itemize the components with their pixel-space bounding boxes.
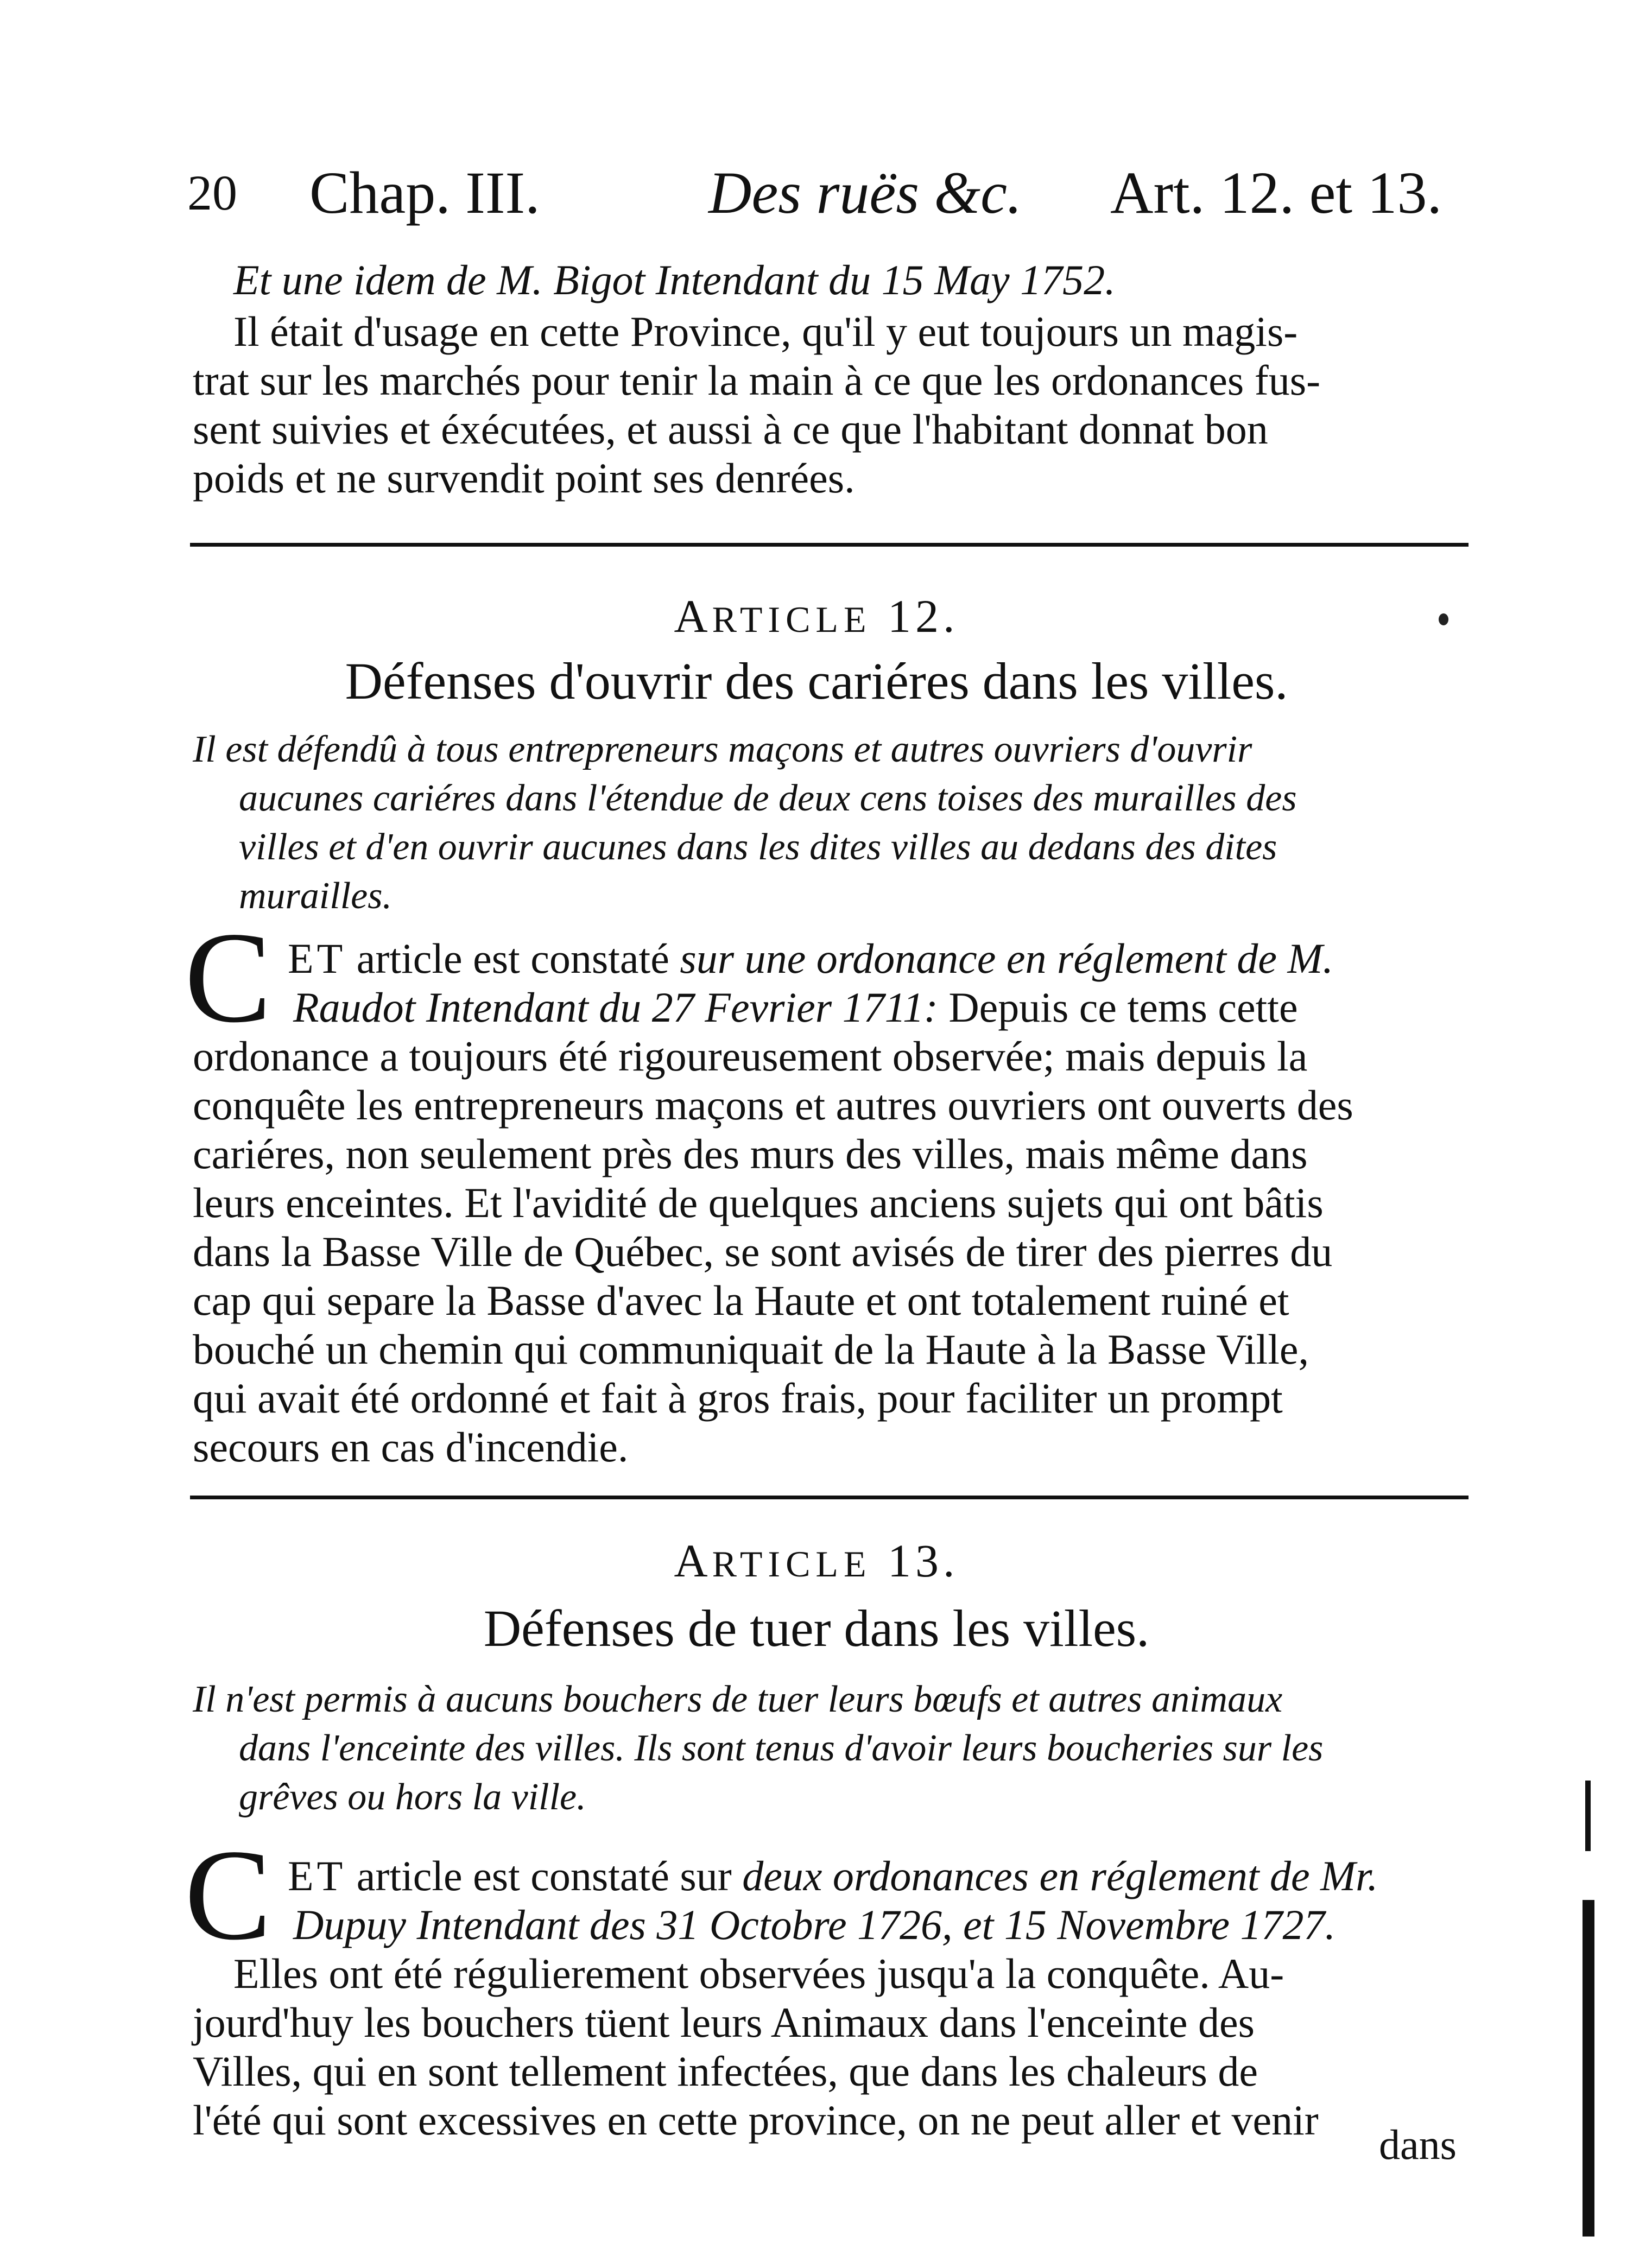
article-13-number: 13.	[888, 1535, 959, 1587]
article-13-summary-line-1: Il n'est permis à aucuns bouchers de tuer leurs bœufs et autres animaux	[193, 1678, 1283, 1720]
article-13-body-line-4: jourd'huy les bouchers tüent leurs Animaux dans l'enceinte des	[193, 1999, 1255, 2046]
article-12-summary-line-2: aucunes cariéres dans l'étendue de deux cens toises des murailles des	[239, 777, 1297, 819]
article-12-body-line-7: dans la Basse Ville de Québec, se sont avisés de tirer des pierres du	[193, 1228, 1333, 1275]
article-12-summary-line-4: murailles.	[239, 875, 392, 917]
article-12-body-line-1	[288, 934, 1564, 984]
chapter-label: Chap. III.	[309, 160, 540, 226]
article-13-body-line-1-italic: deux ordonances en réglement de Mr.	[742, 1852, 1378, 1899]
ink-speck	[1439, 613, 1448, 625]
article-12-dropcap: C	[185, 905, 272, 1049]
article-12-body-line-6: leurs enceintes. Et l'avidité de quelques anciens sujets qui ont bâtis	[193, 1179, 1324, 1226]
catchword: dans	[1379, 2121, 1457, 2168]
page-number: 20	[187, 165, 237, 220]
article-12-body-line-5: cariéres, non seulement près des murs des villes, mais même dans	[193, 1130, 1308, 1177]
article-13-summary-line-2: dans l'enceinte des villes. Ils sont tenus d'avoir leurs boucheries sur les	[239, 1727, 1324, 1769]
article-12-body-line-8: cap qui separe la Basse d'avec la Haute et ont totalement ruiné et	[193, 1277, 1289, 1324]
article-13-heading-initial: A	[674, 1535, 712, 1587]
margin-mark	[1585, 1781, 1591, 1851]
article-13-heading	[0, 1534, 1633, 1591]
intro-line-1: Et une idem de M. Bigot Intendant du 15 May 1752.	[233, 256, 1116, 303]
article-12-body-line-3: ordonance a toujours été rigoureusement observée; mais depuis la	[193, 1032, 1308, 1080]
article-12-title: Défenses d'ouvrir des cariéres dans les villes.	[345, 652, 1288, 710]
article-12-body-line-2	[293, 983, 1569, 1032]
article-12-summary-line-1: Il est défendû à tous entrepreneurs maçons et autres ouvriers d'ouvrir	[193, 728, 1252, 770]
article-12-body-line-2-text: Depuis ce tems cette	[938, 984, 1298, 1031]
article-12-body-caps: ET	[288, 935, 346, 982]
article-13-body-line-6: l'été qui sont excessives en cette province, on ne peut aller et venir	[193, 2096, 1319, 2144]
article-13-body-line-5: Villes, qui en sont tellement infectées, que dans les chaleurs de	[193, 2048, 1258, 2095]
article-12-body-line-10: qui avait été ordonné et fait à gros frais, pour faciliter un prompt	[193, 1374, 1283, 1422]
article-12-number: 12.	[888, 590, 959, 642]
article-12-summary-line-3: villes et d'en ouvrir aucunes dans les dites villes au dedans des dites	[239, 826, 1277, 868]
intro-line-3: trat sur les marchés pour tenir la main à ce que les ordonances fus-	[193, 357, 1321, 404]
article-13-summary-line-3: grêves ou hors la ville.	[239, 1776, 586, 1818]
margin-mark	[1583, 1900, 1594, 2237]
article-12-heading-word: RTICLE	[712, 599, 872, 640]
section-title: Des ruës &c.	[708, 160, 1022, 226]
running-header	[187, 157, 1474, 228]
section-divider	[190, 543, 1469, 547]
article-13-body-line-2: Dupuy Intendant des 31 Octobre 1726, et 15 Novembre 1727.	[293, 1901, 1336, 1948]
article-12-body-line-9: bouché un chemin qui communiquait de la Haute à la Basse Ville,	[193, 1326, 1309, 1373]
article-13-heading-word: RTICLE	[712, 1543, 872, 1585]
section-divider	[190, 1496, 1469, 1499]
article-13-body-caps: ET	[288, 1852, 346, 1899]
article-13-body-line-3: Elles ont été régulierement observées jusqu'a la conquête. Au-	[233, 1950, 1284, 1997]
article-12-body-line-1-italic: sur une ordonance en réglement de M.	[680, 935, 1333, 982]
article-13-body-line-1-text: article est constaté sur	[346, 1852, 743, 1899]
article-12-body-line-4: conquête les entrepreneurs maçons et autres ouvriers ont ouverts des	[193, 1081, 1353, 1129]
article-13-body-line-1	[288, 1851, 1564, 1901]
intro-line-5: poids et ne survendit point ses denrées.	[193, 454, 855, 502]
article-12-body-line-2-italic: Raudot Intendant du 27 Fevrier 1711:	[293, 984, 938, 1031]
intro-line-4: sent suivies et éxécutées, et aussi à ce que l'habitant donnat bon	[193, 406, 1268, 453]
intro-line-2: Il était d'usage en cette Province, qu'il y eut toujours un magis-	[233, 308, 1298, 355]
article-12-heading	[0, 589, 1633, 647]
article-12-body-line-11: secours en cas d'incendie.	[193, 1423, 629, 1471]
article-13-dropcap: C	[185, 1822, 272, 1967]
article-13-title: Défenses de tuer dans les villes.	[483, 1599, 1150, 1657]
article-12-heading-initial: A	[674, 590, 712, 642]
article-12-body-line-1-text: article est constaté	[346, 935, 680, 982]
article-range: Art. 12. et 13.	[1110, 160, 1442, 226]
